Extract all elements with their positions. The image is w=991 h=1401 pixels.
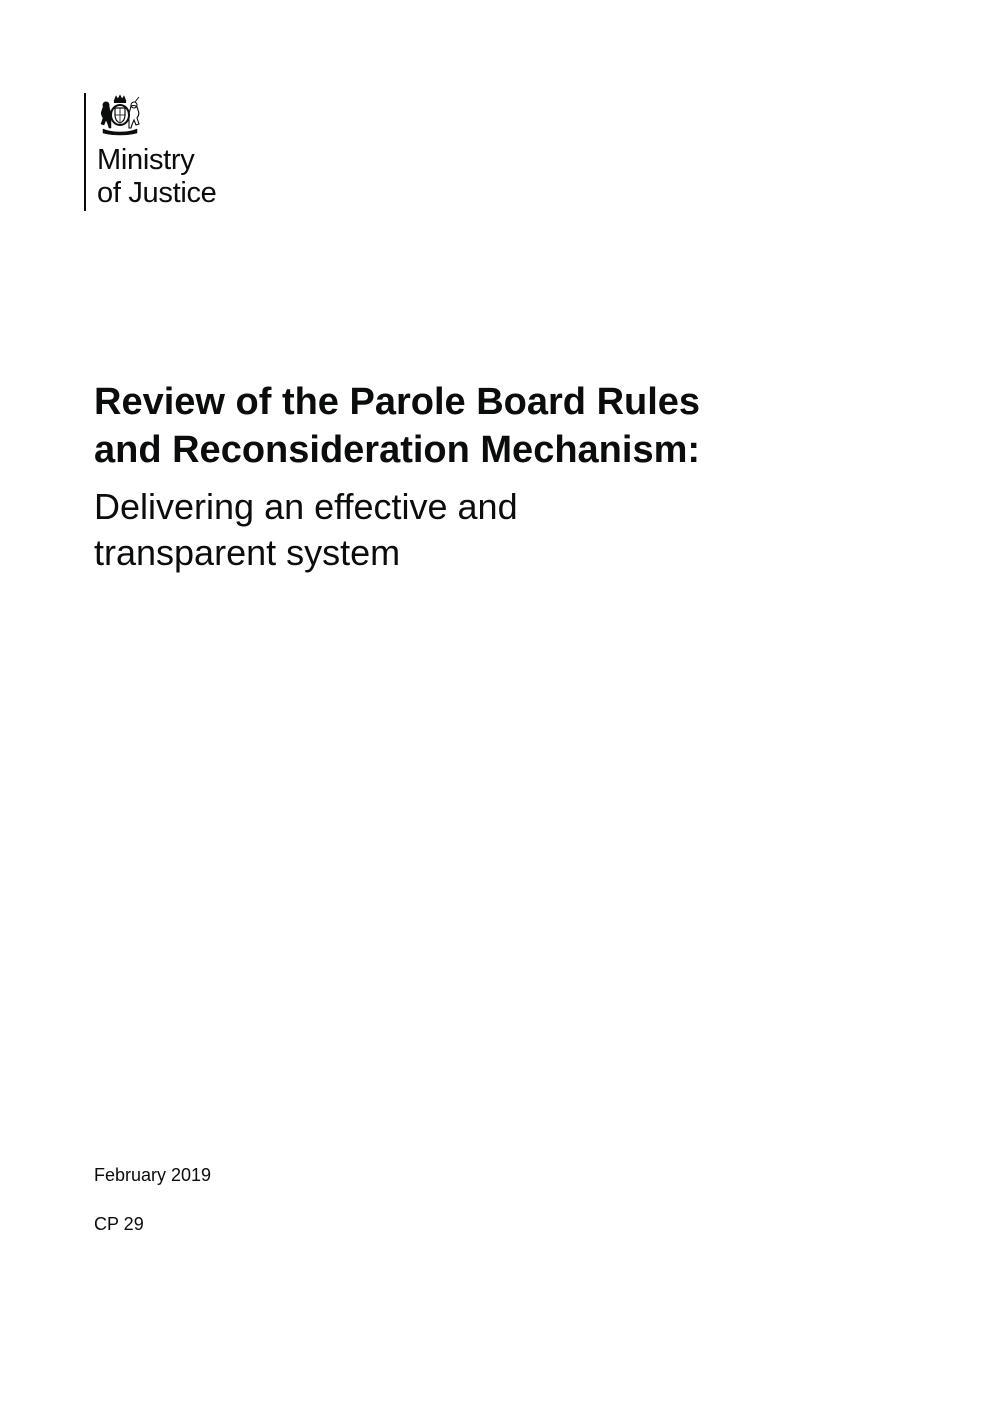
organisation-name <box>97 144 217 210</box>
publication-date: February 2019 <box>94 1165 212 1185</box>
document-title <box>94 378 914 474</box>
command-paper-reference: CP 29 <box>94 1214 144 1234</box>
document-subtitle <box>94 484 914 576</box>
org-name-line-2: of Justice <box>97 177 217 209</box>
document-title-line-2: and Reconsideration Mechanism: <box>94 429 701 471</box>
logo-divider <box>84 93 86 211</box>
royal-coat-of-arms-icon <box>97 94 143 136</box>
document-subtitle-line-2: transparent system <box>94 532 401 573</box>
title-block <box>94 378 914 576</box>
document-subtitle-line-1: Delivering an effective and <box>94 486 518 527</box>
ministry-logo <box>84 93 284 211</box>
org-name-line-1: Ministry <box>97 144 195 176</box>
document-title-line-1: Review of the Parole Board Rules <box>94 381 701 423</box>
